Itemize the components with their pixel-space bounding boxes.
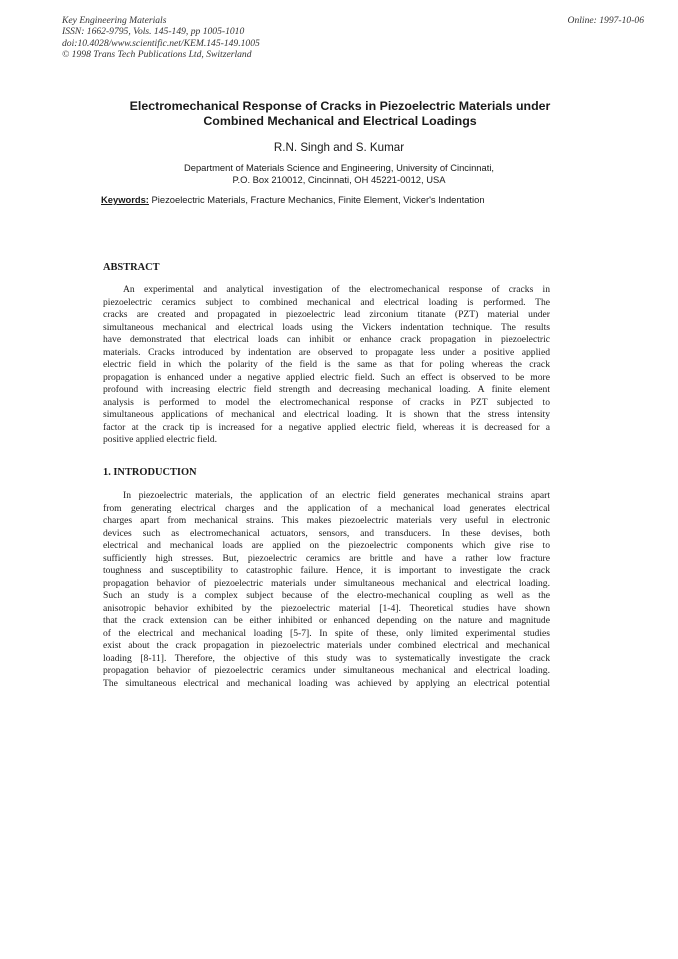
introduction-line: that the crack extension can be either inhibited or enhanced depending on the nature and magnitude (103, 615, 550, 626)
introduction-line: of the electrical and mechanical loading [5-7]. In spite of these, only limited experimental studies (103, 627, 550, 639)
title-line-1: Electromechanical Response of Cracks in Piezoelectric Materials under (129, 99, 551, 113)
introduction-line: devices such as electromechanical actuators, sensors, and transducers. In these devises, both (103, 527, 550, 539)
abstract-line: analysis is performed to model the electromechanical response of cracks in PZT subjected to (103, 396, 550, 408)
abstract-line: cracks are created and propagated in piezoelectric lead zirconium titanate (PZT) material under (103, 309, 550, 320)
introduction-line: propagation behavior of piezoelectric ceramics under simultaneous mechanical and electrical loading. (103, 665, 550, 676)
copyright-line: © 1998 Trans Tech Publications Ltd, Switzerland (62, 49, 252, 61)
abstract-line: materials. Cracks introduced by indentation are observed to propagate less under a positive applied (103, 346, 550, 358)
abstract-line: have demonstrated that electrical loads can inhibit or enhance crack propagation in piezoelectric (103, 334, 550, 345)
introduction-line: toughness and susceptibility to catastrophic failure. Hence, it is important to investigate the crack (103, 565, 550, 576)
affiliation-line-1: Department of Materials Science and Engineering, University of Cincinnati, (183, 162, 495, 173)
introduction-line: exist about the crack propagation in piezoelectric materials under combined electrical and mechanical (103, 640, 550, 651)
introduction-line: from generating electrical charges and the application of a mechanical load generates electrical (103, 502, 550, 514)
abstract-line: factor at the crack tip is increased for a negative applied electric field, whereas it is decreased for a (103, 421, 550, 433)
authors: R.N. Singh and S. Kumar (273, 141, 405, 154)
abstract-line: An experimental and analytical investigation of the electromechanical response of cracks in (123, 284, 550, 295)
introduction-line: charges apart from mechanical strains. This makes piezoelectric materials very useful in electronic (103, 515, 550, 526)
introduction-body (103, 490, 550, 690)
affiliation (0, 162, 678, 186)
abstract-line: simultaneous mechanical and electrical loads using the Vickers indentation technique. The results (103, 321, 550, 333)
introduction-line: anisotropic behavior exhibited by the piezoelectric material [1-4]. Theoretical studies have shown (103, 602, 550, 614)
introduction-heading: 1. INTRODUCTION (103, 467, 197, 478)
keywords (101, 194, 485, 205)
abstract-body (103, 284, 550, 447)
issn-line: ISSN: 1662-9795, Vols. 145-149, pp 1005-1010 (62, 26, 245, 38)
introduction-line: Such an study is a complex subject because of the electro-mechanical coupling as well as the (103, 590, 550, 601)
abstract-heading: ABSTRACT (103, 262, 160, 273)
keywords-text: Piezoelectric Materials, Fracture Mechanics, Finite Element, Vicker's Indentation (148, 194, 485, 205)
introduction-line: In piezoelectric materials, the application of an electric field generates mechanical strains apart (123, 490, 550, 501)
introduction-line: propagation behavior of piezoelectric materials under simultaneous mechanical and electrical loading. (103, 577, 550, 589)
introduction-line: electrical and mechanical loads are applied on the piezoelectric components which give rise to (103, 540, 550, 551)
abstract-line: piezoelectric ceramics subject to combined mechanical and electrical loading is performed. The (103, 296, 550, 308)
title-line-2: Combined Mechanical and Electrical Loadings (203, 114, 477, 128)
online-date: Online: 1997-10-06 (567, 15, 644, 26)
journal-header (62, 15, 260, 61)
abstract-line: simultaneous applications of mechanical and electrical loading. It is shown that the stress intensity (103, 409, 550, 420)
abstract-line: propagation is enhanced under a negative applied electric field. Such an effect is observed to be more (103, 371, 550, 383)
introduction-line: loading [8-11]. Therefore, the objective of this study was to systematically investigate the crack (103, 652, 550, 664)
doi-line: doi:10.4028/www.scientific.net/KEM.145-149.1005 (62, 37, 260, 49)
affiliation-line-2: P.O. Box 210012, Cincinnati, OH 45221-0012, USA (232, 174, 446, 185)
introduction-line: sufficiently high stresses. But, piezoelectric ceramics are brittle and have a rather low fracture (103, 552, 550, 564)
paper-title (80, 99, 600, 129)
journal-name: Key Engineering Materials (62, 15, 167, 26)
abstract-line: positive applied electric field. (103, 434, 218, 445)
abstract-line: profound with increasing electric field strength and decreasing mechanical loading. A finite element (103, 384, 550, 395)
introduction-line: The simultaneous electrical and mechanical loading was achieved by applying an electrical potential (103, 677, 550, 689)
keywords-label: Keywords: (101, 194, 149, 205)
abstract-line: electric field in which the polarity of the field is the same as that for poling whereas the crack (103, 359, 550, 370)
